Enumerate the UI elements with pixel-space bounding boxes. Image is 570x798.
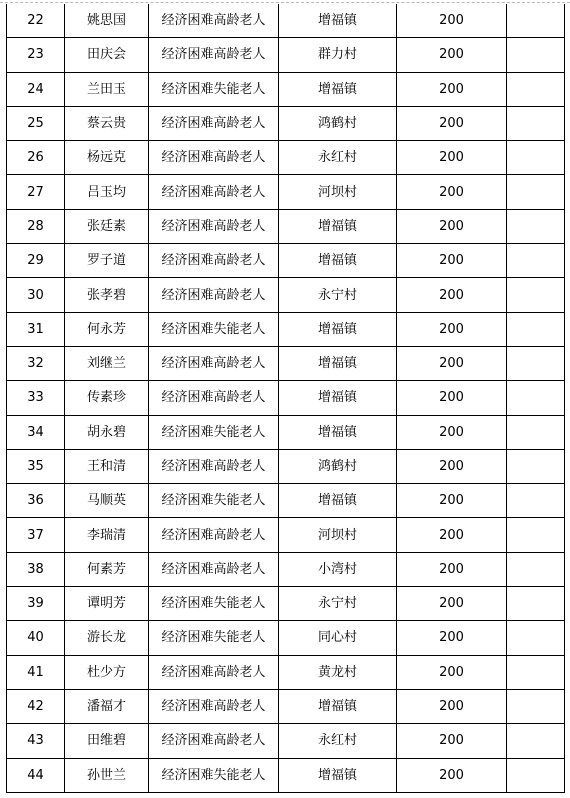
amount-cell: 200 — [397, 552, 507, 586]
village-cell: 增福镇 — [279, 484, 397, 518]
village-cell: 永宁村 — [279, 278, 397, 312]
serial-number-cell: 30 — [7, 278, 65, 312]
category-cell: 经济困难高龄老人 — [149, 449, 279, 483]
remark-cell — [507, 244, 565, 278]
village-cell: 增福镇 — [279, 72, 397, 106]
table-row — [7, 689, 565, 723]
table-row — [7, 724, 565, 758]
amount-cell: 200 — [397, 587, 507, 621]
amount-cell: 200 — [397, 4, 507, 38]
name-cell: 吕玉均 — [65, 175, 149, 209]
remark-cell — [507, 38, 565, 72]
category-cell: 经济困难高龄老人 — [149, 689, 279, 723]
serial-number-cell: 34 — [7, 415, 65, 449]
village-cell: 永宁村 — [279, 587, 397, 621]
remark-cell — [507, 346, 565, 380]
amount-cell: 200 — [397, 141, 507, 175]
amount-cell: 200 — [397, 724, 507, 758]
name-cell: 杜少方 — [65, 655, 149, 689]
category-cell: 经济困难高龄老人 — [149, 4, 279, 38]
serial-number-cell: 29 — [7, 244, 65, 278]
serial-number-cell: 39 — [7, 587, 65, 621]
category-cell: 经济困难高龄老人 — [149, 518, 279, 552]
name-cell: 田庆会 — [65, 38, 149, 72]
category-cell: 经济困难高龄老人 — [149, 278, 279, 312]
serial-number-cell: 31 — [7, 312, 65, 346]
serial-number-cell: 40 — [7, 621, 65, 655]
amount-cell: 200 — [397, 346, 507, 380]
village-cell: 永红村 — [279, 724, 397, 758]
serial-number-cell: 33 — [7, 381, 65, 415]
name-cell: 胡永碧 — [65, 415, 149, 449]
category-cell: 经济困难高龄老人 — [149, 381, 279, 415]
name-cell: 刘继兰 — [65, 346, 149, 380]
village-cell: 河坝村 — [279, 518, 397, 552]
remark-cell — [507, 689, 565, 723]
amount-cell: 200 — [397, 312, 507, 346]
table-row — [7, 552, 565, 586]
serial-number-cell: 44 — [7, 758, 65, 792]
table-row — [7, 175, 565, 209]
serial-number-cell: 28 — [7, 209, 65, 243]
serial-number-cell: 27 — [7, 175, 65, 209]
remark-cell — [507, 621, 565, 655]
amount-cell: 200 — [397, 484, 507, 518]
table-row — [7, 4, 565, 38]
category-cell: 经济困难高龄老人 — [149, 141, 279, 175]
remark-cell — [507, 141, 565, 175]
table-row — [7, 72, 565, 106]
table-row — [7, 381, 565, 415]
village-cell: 增福镇 — [279, 415, 397, 449]
serial-number-cell: 32 — [7, 346, 65, 380]
name-cell: 张孝碧 — [65, 278, 149, 312]
name-cell: 谭明芳 — [65, 587, 149, 621]
amount-cell: 200 — [397, 758, 507, 792]
village-cell: 增福镇 — [279, 4, 397, 38]
remark-cell — [507, 655, 565, 689]
remark-cell — [507, 587, 565, 621]
remark-cell — [507, 209, 565, 243]
village-cell: 增福镇 — [279, 312, 397, 346]
village-cell: 增福镇 — [279, 689, 397, 723]
amount-cell: 200 — [397, 106, 507, 140]
table-body — [7, 4, 565, 792]
amount-cell: 200 — [397, 381, 507, 415]
remark-cell — [507, 484, 565, 518]
village-cell: 鸿鹤村 — [279, 449, 397, 483]
name-cell: 王和清 — [65, 449, 149, 483]
amount-cell: 200 — [397, 655, 507, 689]
category-cell: 经济困难高龄老人 — [149, 724, 279, 758]
page-break-line — [0, 2, 570, 3]
village-cell: 同心村 — [279, 621, 397, 655]
amount-cell: 200 — [397, 175, 507, 209]
village-cell: 永红村 — [279, 141, 397, 175]
serial-number-cell: 36 — [7, 484, 65, 518]
remark-cell — [507, 312, 565, 346]
village-cell: 增福镇 — [279, 758, 397, 792]
serial-number-cell: 37 — [7, 518, 65, 552]
category-cell: 经济困难失能老人 — [149, 587, 279, 621]
subsidy-recipient-table — [6, 4, 565, 793]
serial-number-cell: 26 — [7, 141, 65, 175]
name-cell: 马顺英 — [65, 484, 149, 518]
name-cell: 田维碧 — [65, 724, 149, 758]
table-row — [7, 621, 565, 655]
amount-cell: 200 — [397, 209, 507, 243]
name-cell: 张廷素 — [65, 209, 149, 243]
category-cell: 经济困难高龄老人 — [149, 244, 279, 278]
amount-cell: 200 — [397, 621, 507, 655]
table-row — [7, 484, 565, 518]
table-row — [7, 587, 565, 621]
table-row — [7, 209, 565, 243]
name-cell: 游长龙 — [65, 621, 149, 655]
name-cell: 何永芳 — [65, 312, 149, 346]
remark-cell — [507, 4, 565, 38]
village-cell: 群力村 — [279, 38, 397, 72]
serial-number-cell: 41 — [7, 655, 65, 689]
village-cell: 增福镇 — [279, 209, 397, 243]
amount-cell: 200 — [397, 415, 507, 449]
table-row — [7, 655, 565, 689]
name-cell: 杨远克 — [65, 141, 149, 175]
serial-number-cell: 23 — [7, 38, 65, 72]
serial-number-cell: 43 — [7, 724, 65, 758]
amount-cell: 200 — [397, 38, 507, 72]
name-cell: 罗子道 — [65, 244, 149, 278]
category-cell: 经济困难失能老人 — [149, 312, 279, 346]
remark-cell — [507, 758, 565, 792]
category-cell: 经济困难失能老人 — [149, 484, 279, 518]
category-cell: 经济困难失能老人 — [149, 72, 279, 106]
table-row — [7, 141, 565, 175]
amount-cell: 200 — [397, 449, 507, 483]
name-cell: 姚思国 — [65, 4, 149, 38]
village-cell: 增福镇 — [279, 381, 397, 415]
category-cell: 经济困难高龄老人 — [149, 346, 279, 380]
remark-cell — [507, 106, 565, 140]
category-cell: 经济困难失能老人 — [149, 758, 279, 792]
name-cell: 蔡云贵 — [65, 106, 149, 140]
category-cell: 经济困难高龄老人 — [149, 106, 279, 140]
name-cell: 孙世兰 — [65, 758, 149, 792]
name-cell: 何素芳 — [65, 552, 149, 586]
table-row — [7, 518, 565, 552]
name-cell: 潘福才 — [65, 689, 149, 723]
name-cell: 李瑞清 — [65, 518, 149, 552]
serial-number-cell: 35 — [7, 449, 65, 483]
amount-cell: 200 — [397, 278, 507, 312]
village-cell: 黄龙村 — [279, 655, 397, 689]
table-row — [7, 278, 565, 312]
category-cell: 经济困难高龄老人 — [149, 175, 279, 209]
amount-cell: 200 — [397, 689, 507, 723]
category-cell: 经济困难失能老人 — [149, 415, 279, 449]
table-row — [7, 312, 565, 346]
village-cell: 河坝村 — [279, 175, 397, 209]
table-row — [7, 106, 565, 140]
remark-cell — [507, 381, 565, 415]
amount-cell: 200 — [397, 72, 507, 106]
remark-cell — [507, 72, 565, 106]
table-row — [7, 415, 565, 449]
serial-number-cell: 25 — [7, 106, 65, 140]
category-cell: 经济困难高龄老人 — [149, 655, 279, 689]
table-row — [7, 346, 565, 380]
remark-cell — [507, 449, 565, 483]
remark-cell — [507, 278, 565, 312]
village-cell: 小湾村 — [279, 552, 397, 586]
serial-number-cell: 38 — [7, 552, 65, 586]
table-row — [7, 449, 565, 483]
remark-cell — [507, 552, 565, 586]
remark-cell — [507, 724, 565, 758]
category-cell: 经济困难高龄老人 — [149, 38, 279, 72]
remark-cell — [507, 518, 565, 552]
amount-cell: 200 — [397, 244, 507, 278]
name-cell: 兰田玉 — [65, 72, 149, 106]
serial-number-cell: 24 — [7, 72, 65, 106]
category-cell: 经济困难失能老人 — [149, 621, 279, 655]
village-cell: 鸿鹤村 — [279, 106, 397, 140]
category-cell: 经济困难高龄老人 — [149, 209, 279, 243]
table-row — [7, 244, 565, 278]
village-cell: 增福镇 — [279, 244, 397, 278]
table-row — [7, 758, 565, 792]
table-row — [7, 38, 565, 72]
serial-number-cell: 42 — [7, 689, 65, 723]
village-cell: 增福镇 — [279, 346, 397, 380]
category-cell: 经济困难高龄老人 — [149, 552, 279, 586]
amount-cell: 200 — [397, 518, 507, 552]
serial-number-cell: 22 — [7, 4, 65, 38]
remark-cell — [507, 175, 565, 209]
name-cell: 传素珍 — [65, 381, 149, 415]
remark-cell — [507, 415, 565, 449]
